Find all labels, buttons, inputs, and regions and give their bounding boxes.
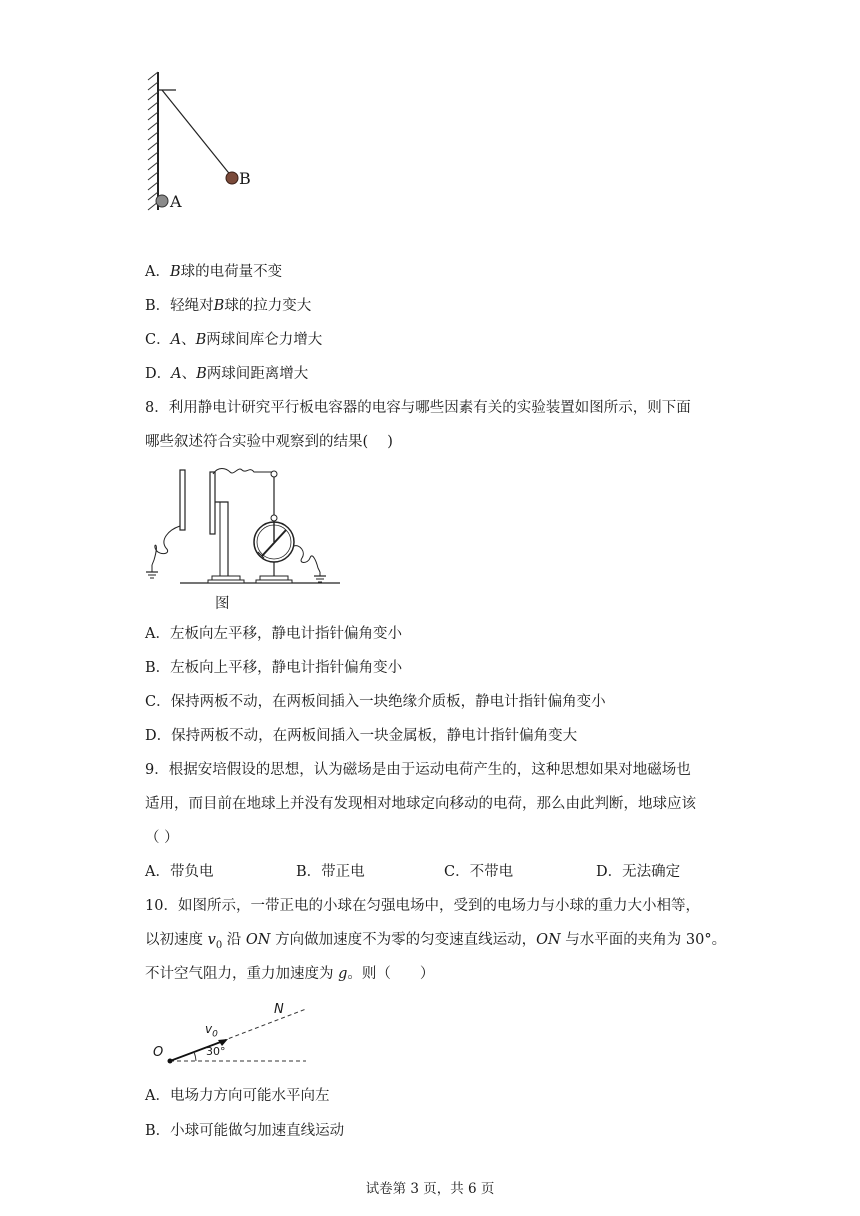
q9-option-a[interactable]: A．带负电 [145, 864, 214, 880]
q10-figure [140, 1000, 320, 1070]
q9-stem-line-1: 9．根据安培假设的思想，认为磁场是由于运动电荷产生的，这种思想如果对地磁场也 [145, 762, 691, 778]
q10-option-a[interactable]: A．电场力方向可能水平向左 [145, 1088, 330, 1104]
q7-figure [140, 70, 270, 220]
ball-a [156, 195, 168, 207]
label-a: A [170, 192, 182, 211]
page-footer: 试卷第 3 页，共 6 页 [365, 1181, 495, 1197]
q8-stem-line-2: 哪些叙述符合实验中观察到的结果( ) [145, 434, 393, 450]
q8-option-c[interactable]: C．保持两板不动，在两板间插入一块绝缘介质板，静电计指针偏角变小 [145, 694, 606, 710]
q10-option-b[interactable]: B．小球可能做匀加速直线运动 [145, 1123, 345, 1139]
q8-option-a[interactable]: A．左板向左平移，静电计指针偏角变小 [145, 626, 402, 642]
q9-option-d[interactable]: D．无法确定 [596, 864, 681, 880]
q8-figure [140, 460, 340, 590]
q7-option-d[interactable]: D．A、B两球间距离增大 [145, 366, 309, 382]
label-o: O [153, 1045, 164, 1060]
q9-option-c[interactable]: C．不带电 [444, 864, 514, 880]
q7-option-a[interactable]: A．B球的电荷量不变 [145, 264, 283, 280]
q7-option-c[interactable]: C．A、B两球间库仑力增大 [145, 332, 323, 348]
label-b: B [239, 169, 251, 188]
q9-stem-line-3: （ ） [145, 830, 179, 846]
q8-option-d[interactable]: D．保持两板不动，在两板间插入一块金属板，静电计指针偏角变大 [145, 728, 578, 744]
label-angle: 30° [206, 1045, 226, 1058]
q8-figure-caption: 图 [215, 596, 230, 612]
q10-stem-line-2: 以初速度 $v_0$ 沿 ON 方向做加速度不为零的匀变速直线运动，ON 与水平面的夹角为 30°。 [145, 932, 727, 951]
label-n: N [274, 1002, 284, 1017]
label-v0: $v_0$ [205, 1022, 218, 1040]
q7-option-b[interactable]: B．轻绳对B球的拉力变大 [145, 298, 312, 314]
q9-option-b[interactable]: B．带正电 [296, 864, 365, 880]
q8-option-b[interactable]: B．左板向上平移，静电计指针偏角变小 [145, 660, 403, 676]
q10-stem-line-3: 不计空气阻力，重力加速度为 g。则（ ） [145, 966, 435, 982]
q8-stem-line-1: 8．利用静电计研究平行板电容器的电容与哪些因素有关的实验装置如图所示，则下面 [145, 400, 691, 416]
q9-stem-line-2: 适用，而目前在地球上并没有发现相对地球定向移动的电荷，那么由此判断，地球应该 [145, 796, 696, 812]
ball-b [226, 172, 238, 184]
q10-stem-line-1: 10．如图所示，一带正电的小球在匀强电场中，受到的电场力与小球的重力大小相等， [145, 898, 700, 914]
